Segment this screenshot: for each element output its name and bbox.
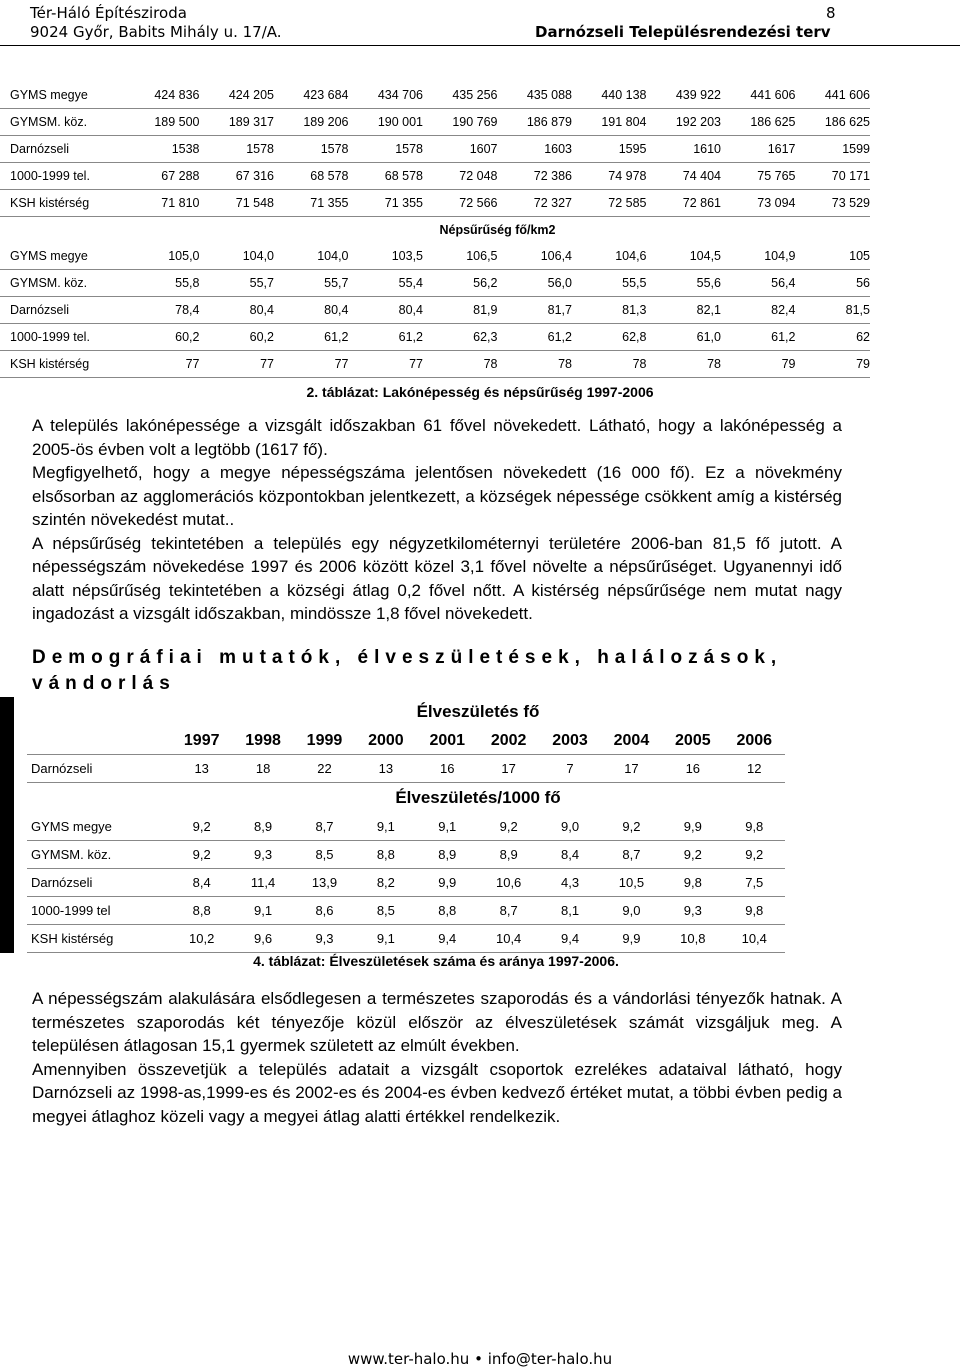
row-label: GYMS megye [27, 813, 171, 841]
table-cell: 191 804 [572, 109, 647, 136]
table-cell: 8,7 [601, 841, 662, 869]
table-cell: 9,8 [724, 813, 785, 841]
row-label: KSH kistérség [0, 351, 125, 378]
year-header: 2003 [539, 727, 600, 755]
table-cell: 78 [498, 351, 573, 378]
table-cell: 104,0 [274, 243, 349, 270]
table-cell: 9,2 [662, 841, 723, 869]
table-side-bar [0, 697, 14, 785]
paragraph: Amennyiben összevetjük a település adatait a vizsgált csoportok ezrelékes adataival látható, hogy Darnózseli az 1998-as,1999-es és 2002-es és 2004-es évben kedvező értéket mutat, a többi évben pedig a megyei átlaghoz közeli vagy a megyei átlag alatti értékkel rendelkezik. [32, 1059, 842, 1126]
table-cell: 9,1 [355, 813, 416, 841]
table-cell: 9,1 [355, 925, 416, 953]
table-cell: 8,8 [355, 841, 416, 869]
table-cell: 7,5 [724, 869, 785, 897]
table-cell: 81,7 [498, 297, 573, 324]
table-cell: 1578 [274, 136, 349, 163]
table-cell: 104,0 [200, 243, 275, 270]
table-cell: 440 138 [572, 82, 647, 109]
table-cell: 77 [200, 351, 275, 378]
table-cell: 10,2 [171, 925, 232, 953]
table-cell: 8,6 [294, 897, 355, 925]
table-cell: 78 [572, 351, 647, 378]
empty-cell [27, 783, 171, 814]
table-cell: 74 978 [572, 163, 647, 190]
empty-cell [27, 727, 171, 755]
table-cell: 60,2 [125, 324, 200, 351]
company-name: Tér-Háló Építésziroda [30, 4, 187, 22]
table-cell: 103,5 [349, 243, 424, 270]
year-header: 2006 [724, 727, 785, 755]
table-row [0, 109, 870, 136]
table-cell: 61,2 [349, 324, 424, 351]
table-cell: 81,9 [423, 297, 498, 324]
table-cell: 186 625 [721, 109, 796, 136]
table-cell: 8,7 [294, 813, 355, 841]
table-cell: 106,5 [423, 243, 498, 270]
table-cell: 10,4 [724, 925, 785, 953]
table-cell: 1578 [200, 136, 275, 163]
table-cell: 75 765 [721, 163, 796, 190]
text-block-1 [32, 414, 842, 626]
table-cell: 71 548 [200, 190, 275, 217]
table-cell: 1603 [498, 136, 573, 163]
table-cell: 16 [417, 755, 478, 783]
table-cell: 192 203 [647, 109, 722, 136]
row-label: GYMS megye [0, 82, 125, 109]
row-label: Darnózseli [0, 297, 125, 324]
footer-website-link[interactable]: www.ter-halo.hu [347, 1350, 470, 1368]
table-cell: 62,3 [423, 324, 498, 351]
table-side-bar [0, 785, 14, 953]
rate-heading-row [27, 783, 785, 814]
table-cell: 1599 [796, 136, 871, 163]
table-cell: 72 048 [423, 163, 498, 190]
table-row [0, 190, 870, 217]
population-density-table [0, 82, 870, 378]
table-cell: 73 529 [796, 190, 871, 217]
table-cell: 13,9 [294, 869, 355, 897]
row-label: GYMS megye [0, 243, 125, 270]
row-label: 1000-1999 tel. [0, 324, 125, 351]
table-cell: 55,8 [125, 270, 200, 297]
table-cell: 13 [171, 755, 232, 783]
table-row [0, 243, 870, 270]
company-address: 9024 Győr, Babits Mihály u. 17/A. [30, 23, 282, 41]
year-header: 1998 [232, 727, 293, 755]
year-header: 1997 [171, 727, 232, 755]
page-footer [0, 1350, 960, 1368]
table-cell: 62,8 [572, 324, 647, 351]
document-title: Darnózseli Településrendezési terv [535, 23, 831, 41]
table-cell: 55,5 [572, 270, 647, 297]
table-cell: 72 327 [498, 190, 573, 217]
row-label: GYMSM. köz. [27, 841, 171, 869]
table-cell: 77 [125, 351, 200, 378]
year-header: 2001 [417, 727, 478, 755]
table-cell: 10,5 [601, 869, 662, 897]
table-row [0, 324, 870, 351]
table-cell: 439 922 [647, 82, 722, 109]
row-label: Darnózseli [0, 136, 125, 163]
births-heading-row [27, 697, 785, 727]
table-cell: 441 606 [721, 82, 796, 109]
footer-email-link[interactable]: info@ter-halo.hu [487, 1350, 613, 1368]
table-cell: 22 [294, 755, 355, 783]
table-row [0, 297, 870, 324]
table-cell: 9,0 [539, 813, 600, 841]
table-cell: 105,0 [125, 243, 200, 270]
table-cell: 8,2 [355, 869, 416, 897]
section-heading: Élveszületés/1000 fő [395, 788, 561, 807]
row-label: Darnózseli [27, 869, 171, 897]
table-cell: 8,1 [539, 897, 600, 925]
table-cell: 61,2 [274, 324, 349, 351]
table-cell: 16 [662, 755, 723, 783]
table-row [27, 925, 785, 953]
table-cell: 9,2 [724, 841, 785, 869]
table-row [0, 82, 870, 109]
table-cell: 79 [721, 351, 796, 378]
row-label: KSH kistérség [27, 925, 171, 953]
year-header: 2002 [478, 727, 539, 755]
empty-cell [27, 697, 171, 727]
table-cell: 56,2 [423, 270, 498, 297]
table-cell: 8,4 [171, 869, 232, 897]
table-caption-4: 4. táblázat: Élveszületések száma és aránya 1997-2006. [253, 953, 619, 969]
table-cell: 9,3 [662, 897, 723, 925]
table-cell: 186 625 [796, 109, 871, 136]
paragraph: A népsűrűség tekintetében a település egy négyzetkilométernyi területére 2006-ban 81,5 fő jutott. A népességszám növekedése 1997 és 2006 között közel 3,1 fővel növelte a népsűrűséget. Ugyanennyi idő alatt népsűrűség tekintetében a községi átlag 0,2 fővel nőtt. A kistérség népsűrűsége nem mutat nagy ingadozást a vizsgált időszakban, mindössze 1,8 fővel növekedett. [32, 533, 842, 623]
table-cell: 78 [647, 351, 722, 378]
table-cell: 8,8 [171, 897, 232, 925]
table-cell: 80,4 [349, 297, 424, 324]
table-cell: 56,4 [721, 270, 796, 297]
table-cell: 7 [539, 755, 600, 783]
table-cell: 4,3 [539, 869, 600, 897]
table-cell: 8,9 [478, 841, 539, 869]
page-number: 8 [826, 4, 836, 22]
table-cell: 62 [796, 324, 871, 351]
births-table [27, 697, 785, 953]
year-header: 2004 [601, 727, 662, 755]
table-cell: 434 706 [349, 82, 424, 109]
table-row [27, 841, 785, 869]
table-cell: 8,5 [294, 841, 355, 869]
table-row [0, 270, 870, 297]
table-cell: 18 [232, 755, 293, 783]
paragraph: Megfigyelhető, hogy a megye népességszáma jelentősen növekedett (16 000 fő). Ez a növekmény elsősorban az agglomerációs központokban jelentkezett, a községek népessége csökkent amíg a kistérség szintén növekedést mutat.. [32, 463, 842, 529]
births-table-body [27, 697, 785, 953]
table-cell: 10,6 [478, 869, 539, 897]
table-cell: 423 684 [274, 82, 349, 109]
table-cell: 435 088 [498, 82, 573, 109]
table-cell: 441 606 [796, 82, 871, 109]
table-cell: 9,2 [171, 813, 232, 841]
table-cell: 72 585 [572, 190, 647, 217]
table-cell: 8,7 [478, 897, 539, 925]
table-cell: 56 [796, 270, 871, 297]
table-caption-2: 2. táblázat: Lakónépesség és népsűrűség 1997-2006 [306, 384, 654, 400]
empty-cell [0, 217, 125, 244]
table-cell: 104,5 [647, 243, 722, 270]
row-label: GYMSM. köz. [0, 109, 125, 136]
table-cell: 9,9 [601, 925, 662, 953]
table-cell: 72 386 [498, 163, 573, 190]
text-block-2 [32, 987, 842, 1128]
table-cell: 55,7 [200, 270, 275, 297]
table-cell: 9,2 [171, 841, 232, 869]
table-cell: 55,6 [647, 270, 722, 297]
table-cell: 12 [724, 755, 785, 783]
footer-separator: • [474, 1350, 483, 1368]
table-cell: 72 861 [647, 190, 722, 217]
table-cell: 189 206 [274, 109, 349, 136]
row-label: GYMSM. köz. [0, 270, 125, 297]
table-cell: 424 205 [200, 82, 275, 109]
row-label: KSH kistérség [0, 190, 125, 217]
table-cell: 11,4 [232, 869, 293, 897]
density-heading-row [0, 217, 870, 244]
table-row [27, 869, 785, 897]
table-cell: 78,4 [125, 297, 200, 324]
table-cell: 9,2 [601, 813, 662, 841]
table-cell: 435 256 [423, 82, 498, 109]
table-cell: 9,3 [294, 925, 355, 953]
table-row [27, 755, 785, 783]
table-cell: 1578 [349, 136, 424, 163]
table-cell: 67 288 [125, 163, 200, 190]
table-cell: 77 [274, 351, 349, 378]
year-header: 1999 [294, 727, 355, 755]
table-cell: 189 317 [200, 109, 275, 136]
table-cell: 79 [796, 351, 871, 378]
table-cell: 9,4 [417, 925, 478, 953]
table-cell: 9,1 [232, 897, 293, 925]
table-cell: 9,8 [662, 869, 723, 897]
table-cell: 1617 [721, 136, 796, 163]
table-cell: 9,0 [601, 897, 662, 925]
table-cell: 55,4 [349, 270, 424, 297]
section-heading: Élveszületés fő [416, 702, 540, 721]
year-header: 2005 [662, 727, 723, 755]
table-cell: 70 171 [796, 163, 871, 190]
table-cell: 190 769 [423, 109, 498, 136]
table-cell: 68 578 [274, 163, 349, 190]
table-cell: 17 [478, 755, 539, 783]
table-cell: 10,4 [478, 925, 539, 953]
table-cell: 424 836 [125, 82, 200, 109]
table-row [0, 136, 870, 163]
table-cell: 61,2 [498, 324, 573, 351]
table-cell: 8,9 [232, 813, 293, 841]
table-cell: 81,5 [796, 297, 871, 324]
table-cell: 9,4 [539, 925, 600, 953]
table-cell: 9,6 [232, 925, 293, 953]
table-cell: 8,9 [417, 841, 478, 869]
table-cell: 17 [601, 755, 662, 783]
table-row [0, 163, 870, 190]
table-cell: 1610 [647, 136, 722, 163]
table-cell: 9,9 [662, 813, 723, 841]
table-cell: 61,2 [721, 324, 796, 351]
table-cell: 73 094 [721, 190, 796, 217]
table-cell: 105 [796, 243, 871, 270]
table-cell: 80,4 [200, 297, 275, 324]
paragraph: A népességszám alakulására elsődlegesen a természetes szaporodás és a vándorlási tényezők hatnak. A természetes szaporodás két tényezője közül először az élveszületések számát vizsgáljuk meg. A településen átlagosan 15,1 gyermek született az elmúlt években. [32, 989, 842, 1055]
table-cell: 60,2 [200, 324, 275, 351]
table-cell: 67 316 [200, 163, 275, 190]
table-cell: 1595 [572, 136, 647, 163]
table-cell: 10,8 [662, 925, 723, 953]
table-cell: 186 879 [498, 109, 573, 136]
table-cell: 9,3 [232, 841, 293, 869]
table-cell: 106,4 [498, 243, 573, 270]
table-cell: 9,9 [417, 869, 478, 897]
table-cell: 8,5 [355, 897, 416, 925]
population-density-table-body [0, 82, 870, 378]
table-cell: 68 578 [349, 163, 424, 190]
row-label: Darnózseli [27, 755, 171, 783]
table-cell: 71 355 [349, 190, 424, 217]
table-row [27, 897, 785, 925]
table-cell: 190 001 [349, 109, 424, 136]
row-label: 1000-1999 tel. [0, 163, 125, 190]
table-cell: 81,3 [572, 297, 647, 324]
table-cell: 1607 [423, 136, 498, 163]
table-cell: 55,7 [274, 270, 349, 297]
table-cell: 189 500 [125, 109, 200, 136]
table-cell: 77 [349, 351, 424, 378]
table-row [27, 813, 785, 841]
table-cell: 8,4 [539, 841, 600, 869]
table-cell: 104,9 [721, 243, 796, 270]
table-cell: 82,4 [721, 297, 796, 324]
table-cell: 1538 [125, 136, 200, 163]
table-cell: 9,1 [417, 813, 478, 841]
year-header: 2000 [355, 727, 416, 755]
years-header-row [27, 727, 785, 755]
table-cell: 9,8 [724, 897, 785, 925]
section-title: Demográfiai mutatók, élveszületések, halálozások, vándorlás [32, 647, 783, 694]
table-cell: 82,1 [647, 297, 722, 324]
table-cell: 104,6 [572, 243, 647, 270]
section-heading: Népsűrűség fő/km2 [439, 223, 556, 237]
header-divider [0, 45, 960, 46]
table-cell: 74 404 [647, 163, 722, 190]
table-row [0, 351, 870, 378]
table-cell: 71 355 [274, 190, 349, 217]
header-company-block [30, 4, 282, 42]
table-cell: 9,2 [478, 813, 539, 841]
table-cell: 61,0 [647, 324, 722, 351]
table-cell: 78 [423, 351, 498, 378]
table-cell: 72 566 [423, 190, 498, 217]
paragraph: A település lakónépessége a vizsgált időszakban 61 fővel növekedett. Látható, hogy a lakónépesség a 2005-ös évben volt a legtöbb (1617 fő). [32, 416, 842, 459]
table-cell: 71 810 [125, 190, 200, 217]
table-cell: 8,8 [417, 897, 478, 925]
table-cell: 13 [355, 755, 416, 783]
table-cell: 80,4 [274, 297, 349, 324]
table-cell: 56,0 [498, 270, 573, 297]
row-label: 1000-1999 tel [27, 897, 171, 925]
